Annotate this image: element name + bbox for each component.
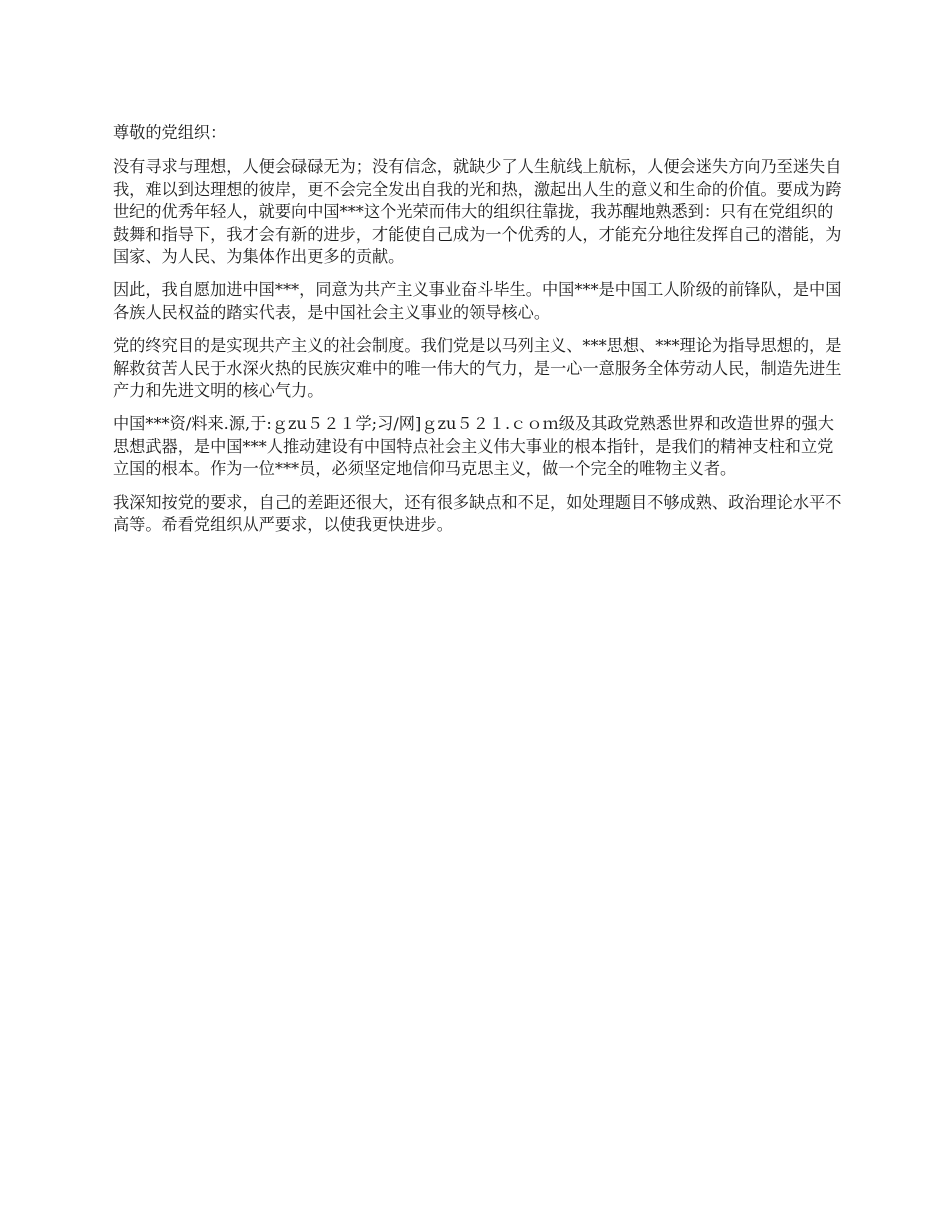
paragraph-2: 因此，我自愿加进中国***，同意为共产主义事业奋斗毕生。中国***是中国工人阶级的前锋队，是中国各族人民权益的踏实代表，是中国社会主义事业的领导核心。: [113, 280, 842, 322]
paragraph-3: 党的终究目的是实现共产主义的社会制度。我们党是以马列主义、***思想、***理论为指导思想的，是解救贫苦人民于水深火热的民族灾难中的唯一伟大的气力，是一心一意服务全体劳动人民，制造先进生产力和先进文明的核心气力。: [113, 336, 842, 401]
letter-body: [113, 122, 843, 548]
paragraph-5: 我深知按党的要求，自己的差距还很大，还有很多缺点和不足，如处理题目不够成熟、政治理论水平不高等。希看党组织从严要求，以使我更快进步。: [113, 492, 842, 535]
paragraph-4: 中国***资/料来.源,于:ｇzu５２１学;习/网]ｇzu５２１.ｃｏｍ级及其政党熟悉世界和改造世界的强大思想武器，是中国***人推动建设有中国特点社会主义伟大事业的根本指针，是我们的精神支柱和立党立国的根本。作为一位***员，必须坚定地信仰马克思主义，做一个完全的唯物主义者。: [113, 414, 834, 479]
salutation: 尊敬的党组织：: [113, 123, 227, 142]
paragraph-1: 没有寻求与理想，人便会碌碌无为；没有信念，就缺少了人生航线上航标，人便会迷失方向乃至迷失自我，难以到达理想的彼岸，更不会完全发出自我的光和热，激起出人生的意义和生命的价值。要成为跨世纪的优秀年轻人，就要向中国***这个光荣而伟大的组织往靠拢，我苏醒地熟悉到：只有在党组织的鼓舞和指导下，我才会有新的进步，才能使自己成为一个优秀的人，才能充分地往发挥自己的潜能，为国家、为人民、为集体作出更多的贡献。: [113, 157, 842, 267]
